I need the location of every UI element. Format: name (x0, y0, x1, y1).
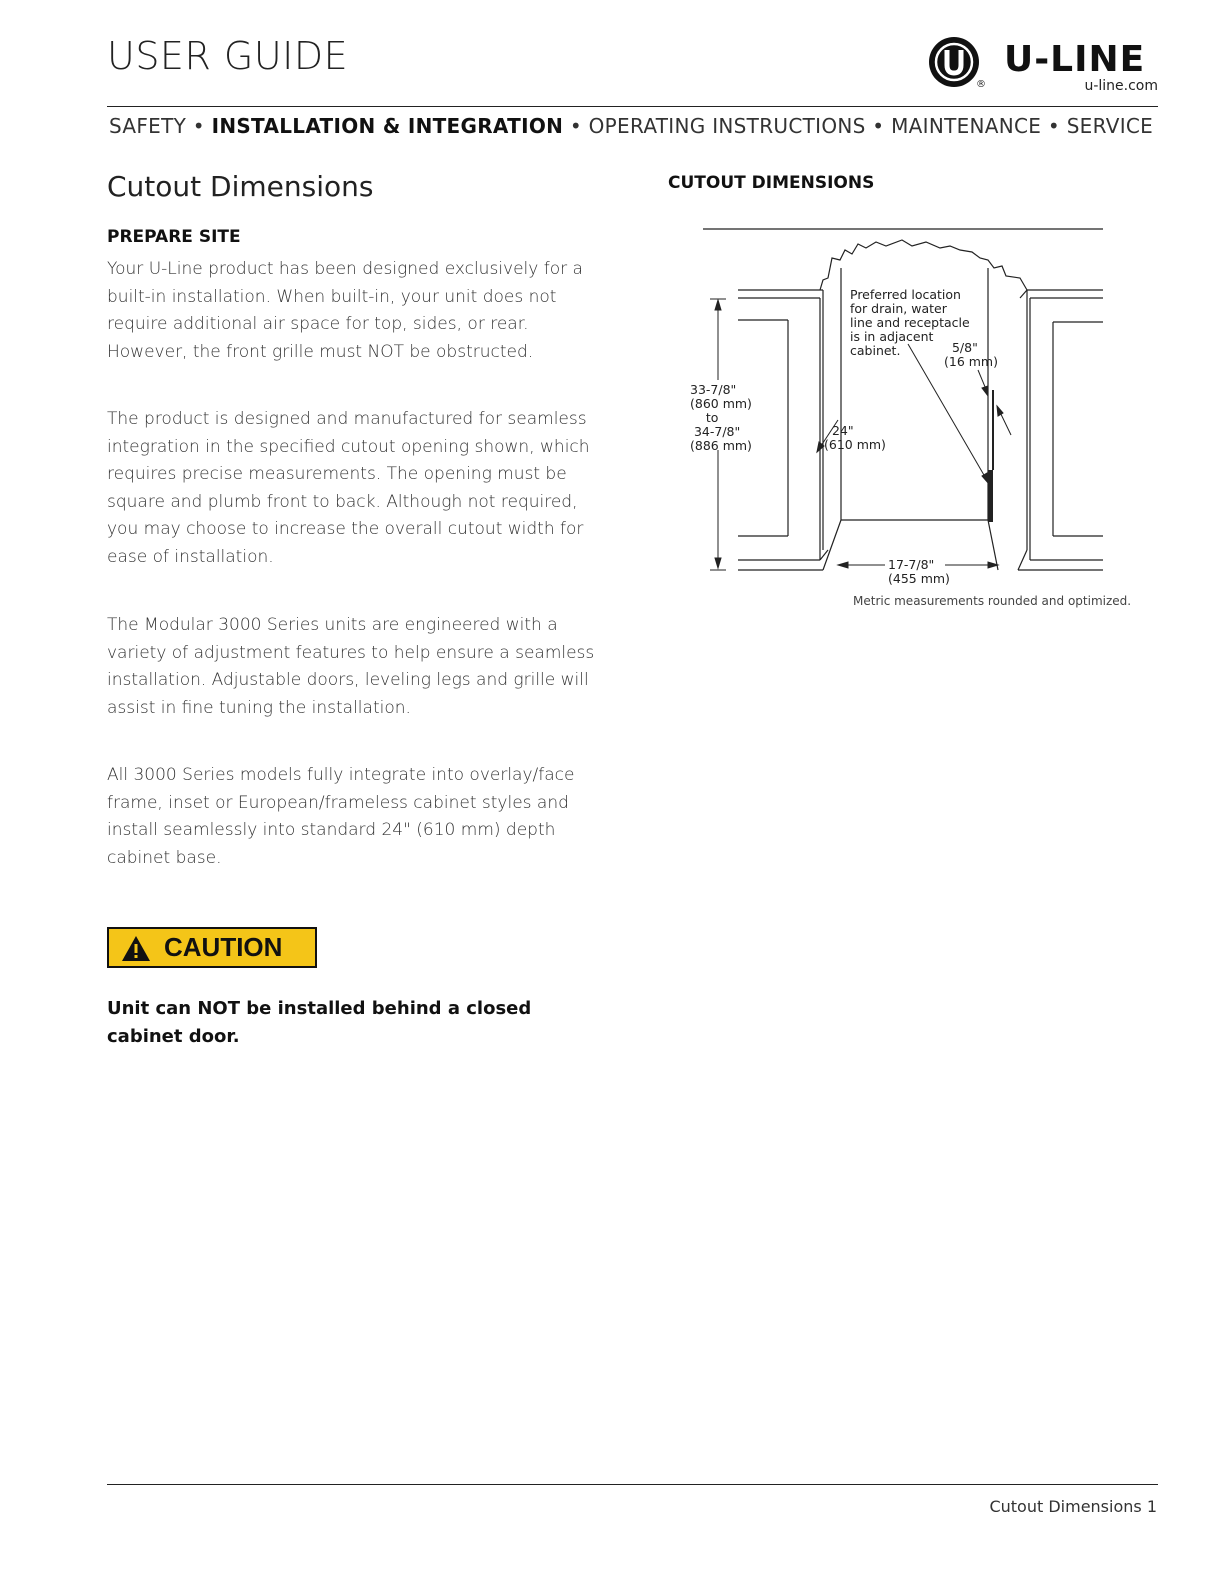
paragraph: All 3000 Series models fully integrate into overlay/face frame, inset or European/frameless cabinet styles and install seamlessly into standard 24" (610 mm) depth cabinet base. (107, 765, 575, 868)
caution-warning-text: Unit can NOT be installed behind a closed cabinet door. (107, 998, 532, 1047)
nav-item-operating[interactable]: OPERATING INSTRUCTIONS (588, 114, 866, 138)
caution-label: CAUTION (164, 932, 283, 962)
nav-separator: • (192, 114, 205, 138)
paragraph: The product is designed and manufactured for seamless integration in the specified cutout opening shown, which requires precise measurements. The opening must be square and plumb front to back. Although not required, you may choose to increase the overall cutout width for ease of installation. (107, 409, 590, 567)
brand-name: U-LINE (1004, 39, 1146, 80)
width-dimension-label: 17-7/8" (455 mm) (888, 557, 950, 586)
section-subheading: PREPARE SITE (107, 227, 241, 247)
registered-mark: ® (976, 79, 986, 90)
website-link[interactable]: u-line.com (1084, 78, 1158, 94)
nav-item-maintenance[interactable]: MAINTENANCE (891, 114, 1042, 138)
section-nav (109, 114, 1153, 138)
caution-badge (107, 927, 317, 968)
height-dimension-label: 33-7/8" (860 mm) to 34-7/8" (886 mm) (690, 382, 752, 453)
document-title: USER GUIDE (107, 34, 349, 78)
metric-note: Metric measurements rounded and optimized. (853, 594, 1132, 608)
nav-separator: • (872, 114, 885, 138)
gap-dimension-label: 5/8" (16 mm) (944, 340, 998, 369)
depth-dimension-label: 24" (610 mm) (824, 423, 886, 452)
page-footer: Cutout Dimensions 1 (989, 1497, 1157, 1516)
paragraph: The Modular 3000 Series units are engineered with a variety of adjustment features to help ensure a seamless installation. Adjustable doors, leveling legs and grille will assist in fine tuning the installation. (107, 615, 595, 718)
uline-logo (928, 36, 1158, 94)
paragraph: Your U-Line product has been designed exclusively for a built-in installation. When built-in, your unit does not require additional air space for top, sides, or rear. However, the front grille must NOT be obstructed. (107, 259, 583, 362)
uline-logo-icon (928, 36, 982, 90)
page-heading: Cutout Dimensions (107, 170, 374, 203)
diagram-title: CUTOUT DIMENSIONS (668, 173, 875, 193)
drain-location-note: Preferred location for drain, water line and receptacle is in adjacent cabinet. (850, 287, 970, 358)
nav-item-service[interactable]: SERVICE (1066, 114, 1154, 138)
nav-separator: • (1047, 114, 1061, 138)
warning-triangle-icon (121, 935, 151, 962)
nav-item-safety[interactable]: SAFETY (109, 114, 187, 138)
footer-divider (107, 1484, 1158, 1485)
nav-item-installation[interactable]: INSTALLATION & INTEGRATION (211, 114, 564, 138)
header-divider (107, 106, 1158, 107)
nav-separator: • (569, 114, 582, 138)
